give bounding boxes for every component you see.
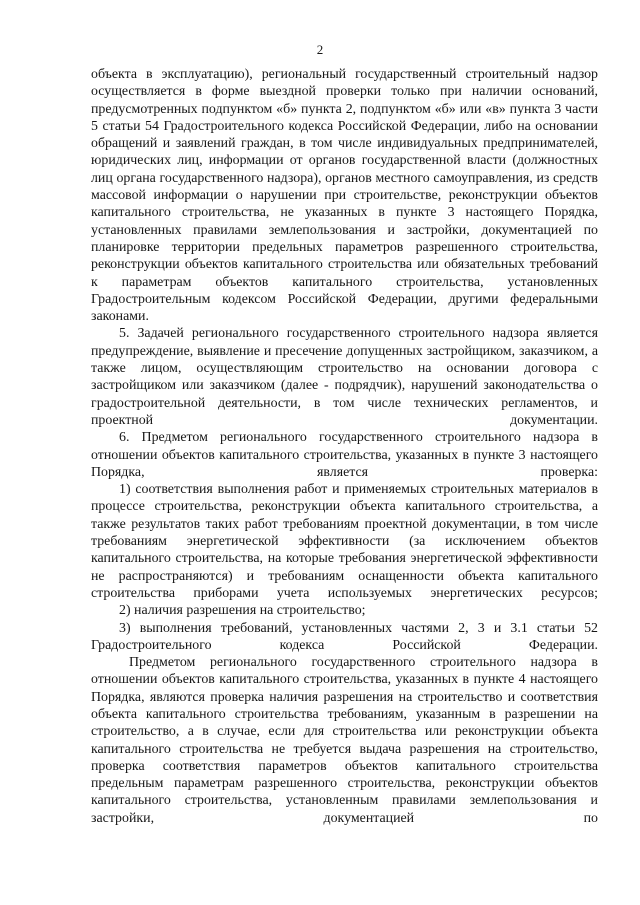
document-body [91, 66, 598, 827]
paragraph-continuation: объекта в эксплуатацию), региональный государственный строительный надзор осуществляется в форме выездной проверки только при наличии оснований, предусмотренных подпунктом «б» пункта 2, подпунктом «б» или «в» пункта 3 части 5 статьи 54 Градостроительного кодекса Российской Федерации, либо на основании обращений и заявлений граждан, в том числе индивидуальных предпринимателей, юридических лиц, информации от органов государственной власти (должностных лиц органа государственного надзора), органов местного самоуправления, из средств массовой информации о нарушении при строительстве, реконструкции объектов капитального строительства, не указанных в пункте 3 настоящего Порядка, установленных правилами землепользования и застройки, документацией по планировке территории предельных параметров разрешенного строительства, реконструкции объектов капитального строительства или обязательных требований к параметрам объектов капитального строительства, установленных Градостроительным кодексом Российской Федерации, другими федеральными законами. [91, 67, 598, 325]
paragraph-item-5: 5. Задачей регионального государственного строительного надзора является предупреждение, выявление и пресечение допущенных застройщиком, заказчиком, а также лицом, осуществляющим строительство на основании договора с застройщиком или заказчиком (далее - подрядчик), нарушений законодательства о градостроительной деятельности, в том числе технических регламентов, и проектной документации. [91, 326, 598, 428]
paragraph-subject-item-4: Предметом регионального государственного строительного надзора в отношении объектов капитального строительства, указанных в пункте 4 настоящего Порядка, являются проверка наличия разрешения на строительство и соответствия объекта капитального строительства требованиям, указанным в разрешении на строительство, а в случае, если для строительства или реконструкции объекта капитального строительства не требуется выдача разрешения на строительство, проверка соответствия параметров объектов капитального строительства предельным параметрам разрешенного строительства, реконструкции объектов капитального строительства, установленным правилами землепользования и застройки, документацией по [91, 655, 598, 826]
paragraph-item-6: 6. Предметом регионального государственного строительного надзора в отношении объектов капитального строительства, указанных в пункте 3 настоящего Порядка, является проверка: [91, 430, 598, 480]
subitem-3: 3) выполнения требований, установленных частями 2, 3 и 3.1 статьи 52 Градостроительного кодекса Российской Федерации. [91, 620, 598, 653]
page-number: 2 [316, 42, 324, 57]
subitem-2: 2) наличия разрешения на строительство; [119, 603, 366, 619]
subitem-1: 1) соответствия выполнения работ и применяемых строительных материалов в процессе строительства, реконструкции объекта капитального строительства, а также результатов таких работ требованиям проектной документации, в том числе требованиям энергетической эффективности (за исключением объектов капитального строительства, на которые требования энергетической эффективности не распространяются) и требованиям оснащенности объекта капитального строительства приборами учета используемых энергетических ресурсов; [91, 482, 598, 601]
